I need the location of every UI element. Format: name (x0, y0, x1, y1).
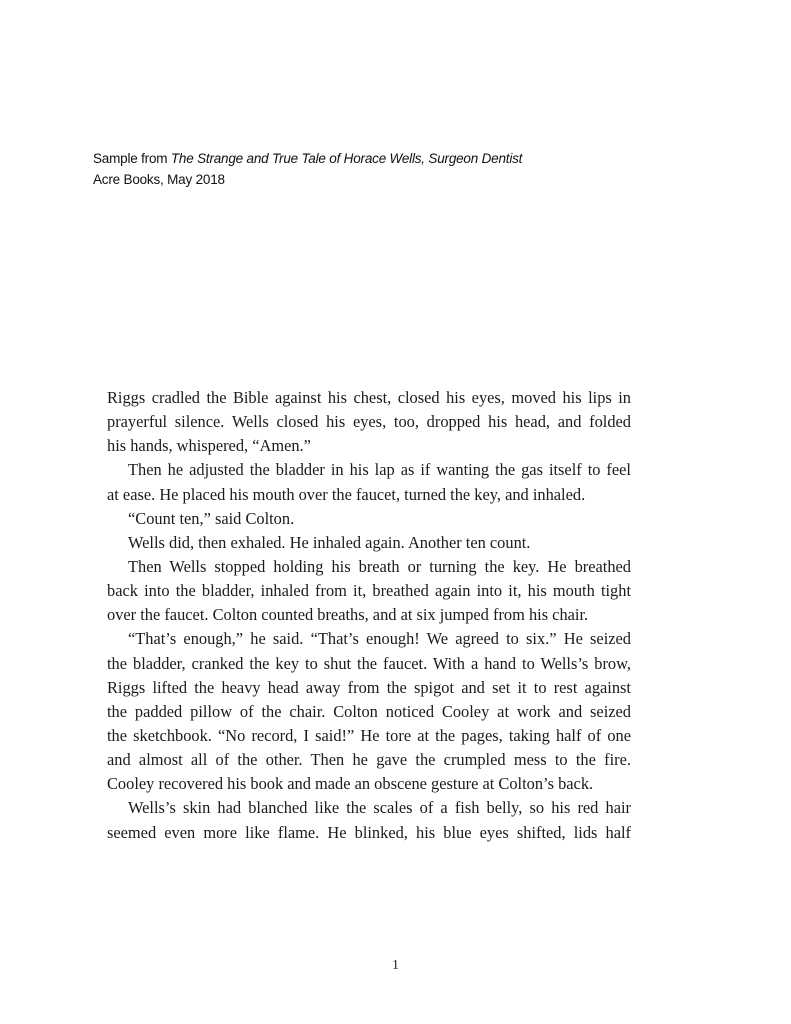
text-line: his hands, whispered, “Amen.” (107, 436, 311, 456)
text-line: “That’s enough,” he said. “That’s enough! We agreed to six.” He seized (128, 629, 631, 649)
text-line: over the faucet. Colton counted breaths, and at six jumped from his chair. (107, 605, 589, 625)
text-line: Wells did, then exhaled. He inhaled again. Another ten count. (128, 532, 531, 552)
text-line: Riggs lifted the heavy head away from the spigot and set it to rest against (107, 677, 631, 697)
text-line: prayerful silence. Wells closed his eyes, too, dropped his head, and folded (107, 412, 631, 432)
sample-header (93, 148, 522, 190)
text-line: the padded pillow of the chair. Colton noticed Cooley at work and seized (107, 701, 631, 721)
book-title: The Strange and True Tale of Horace Wells, Surgeon Dentist (170, 151, 523, 166)
text-line: Then Wells stopped holding his breath or turning the key. He breathed (128, 556, 631, 576)
sample-source-line (93, 148, 522, 169)
text-line: Then he adjusted the bladder in his lap as if wanting the gas itself to feel (128, 460, 631, 480)
page-number: 1 (392, 958, 399, 973)
text-line: back into the bladder, inhaled from it, breathed again into it, his mouth tight (107, 581, 631, 601)
text-line: seemed even more like flame. He blinked, his blue eyes shifted, lids half (107, 822, 631, 842)
text-line: Cooley recovered his book and made an obscene gesture at Colton’s back. (107, 774, 594, 794)
text-line: Riggs cradled the Bible against his chest, closed his eyes, moved his lips in (107, 388, 631, 407)
text-line: the bladder, cranked the key to shut the faucet. With a hand to Wells’s brow, (107, 653, 631, 673)
excerpt-body (107, 386, 631, 845)
text-line: and almost all of the other. Then he gave the crumpled mess to the fire. (107, 750, 631, 770)
sample-prefix: Sample from (93, 151, 171, 166)
text-line: Wells’s skin had blanched like the scales of a fish belly, so his red hair (128, 798, 631, 818)
text-line: at ease. He placed his mouth over the faucet, turned the key, and inhaled. (107, 484, 586, 504)
text-line: “Count ten,” said Colton. (128, 508, 295, 528)
text-line: the sketchbook. “No record, I said!” He tore at the pages, taking half of one (107, 725, 631, 745)
publisher-line: Acre Books, May 2018 (93, 172, 225, 187)
